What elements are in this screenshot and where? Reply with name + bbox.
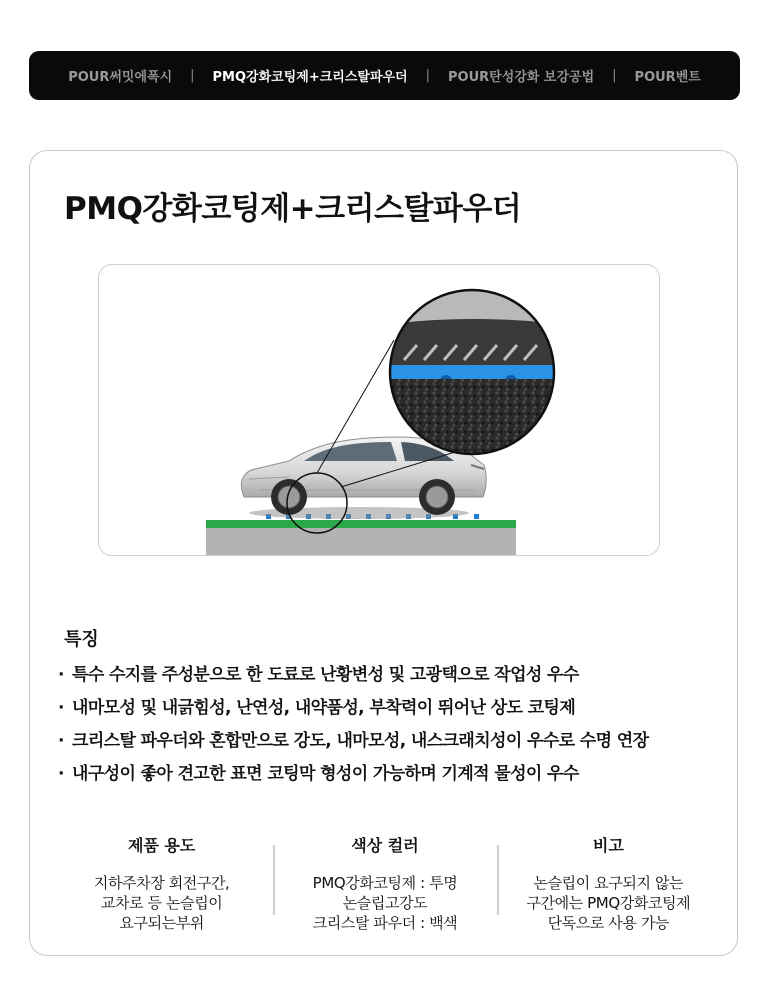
features-heading: 특징 [64, 629, 99, 650]
product-illustration [98, 264, 660, 556]
top-navigation [29, 51, 740, 100]
nav-separator: | [190, 68, 195, 83]
nav-item-pour-summit-epoxy[interactable]: POUR써밋에폭시 [68, 70, 173, 85]
features-list [58, 659, 648, 791]
green-coating-layer [206, 520, 516, 528]
feature-item [58, 725, 648, 758]
bullet: · [58, 698, 64, 718]
spec-line: 크리스탈 파우더 : 백색 [312, 914, 458, 932]
feature-text: 내구성이 좋아 견고한 표면 코팅막 형성이 가능하며 기계적 물성이 우수 [72, 764, 579, 784]
bullet: · [58, 731, 64, 751]
bullet: · [58, 665, 64, 685]
spec-color [273, 833, 496, 933]
feature-item [58, 692, 648, 725]
nav-item-pour-elastic-reinforcement[interactable]: POUR탄성강화 보강공법 [448, 70, 595, 85]
spec-heading: 색상 컬러 [351, 836, 419, 855]
spec-heading: 제품 용도 [127, 836, 196, 855]
spec-heading: 비고 [592, 836, 624, 855]
feature-text: 특수 수지를 주성분으로 한 도료로 난황변성 및 고광택으로 작업성 우수 [72, 665, 579, 685]
spec-line: 논슬립이 요구되지 않는 [533, 874, 684, 892]
spec-table [50, 833, 720, 933]
feature-text: 크리스탈 파우더와 혼합만으로 강도, 내마모성, 내스크래치성이 우수로 수명 연장 [72, 731, 649, 751]
feature-text: 내마모성 및 내긁힘성, 난연성, 내약품성, 부착력이 뛰어난 상도 코팅제 [72, 698, 576, 718]
feature-item [58, 758, 648, 791]
nav-item-pour-vent[interactable]: POUR벤트 [634, 70, 701, 85]
nav-separator: | [612, 68, 617, 83]
spec-line: PMQ강화코팅제 : 투명 [312, 874, 458, 892]
car-floor-coating-illustration [99, 265, 660, 556]
spec-line: 구간에는 PMQ강화코팅제 [526, 894, 691, 912]
spec-line: 요구되는부위 [119, 914, 204, 932]
spec-line: 단독으로 사용 가능 [547, 914, 670, 932]
nav-item-pmq-coating[interactable]: PMQ강화코팅제+크리스탈파우더 [212, 70, 408, 85]
spec-line: 논슬립고강도 [342, 894, 428, 912]
product-card [29, 150, 738, 956]
magnified-detail [389, 290, 559, 460]
spec-line: 교차로 등 논슬립이 [100, 894, 223, 912]
spec-notes [497, 833, 720, 933]
product-title: PMQ강화코팅제+크리스탈파우더 [64, 191, 522, 227]
spec-usage [50, 833, 273, 933]
spec-line: 지하주차장 회전구간, [93, 874, 230, 892]
feature-item [58, 659, 648, 692]
bullet: · [58, 764, 64, 784]
concrete-floor [206, 528, 516, 556]
nav-separator: | [425, 68, 431, 83]
